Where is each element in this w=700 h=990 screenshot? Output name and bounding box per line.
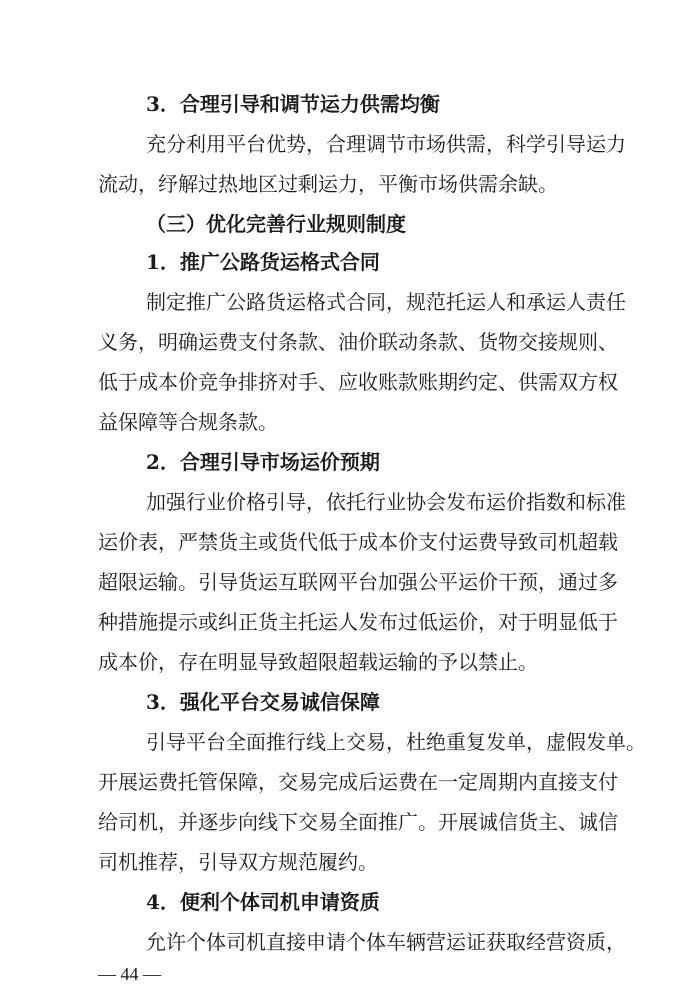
paragraph-line: 给司机，并逐步向线下交易全面推广。开展诚信货主、诚信 [98,810,618,834]
heading-4-driver-qualification: 4．便利个体司机申请资质 [146,890,380,914]
paragraph-line: 开展运费托管保障，交易完成后运费在一定周期内直接支付 [98,770,618,794]
heading-3-integrity: 3．强化平台交易诚信保障 [146,690,380,714]
paragraph-line: 允许个体司机直接申请个体车辆营运证获取经营资质， [146,930,626,954]
paragraph-line: 制定推广公路货运格式合同，规范托运人和承运人责任 [146,290,626,314]
paragraph-line: 种措施提示或纠正货主托运人发布过低运价，对于明显低于 [98,610,618,634]
paragraph-line: 引导平台全面推行线上交易，杜绝重复发单，虚假发单。 [146,730,646,754]
section-heading-3: （三）优化完善行业规则制度 [146,212,406,236]
paragraph-line: 益保障等合规条款。 [98,410,278,434]
paragraph-line: 流动，纾解过热地区过剩运力，平衡市场供需余缺。 [98,172,558,196]
paragraph-line: 充分利用平台优势，合理调节市场供需，科学引导运力 [146,132,626,156]
paragraph-line: 运价表，严禁货主或货代低于成本价支付运费导致司机超载 [98,530,618,554]
paragraph-line: 加强行业价格引导，依托行业协会发布运价指数和标准 [146,490,626,514]
heading-2-price: 2．合理引导市场运价预期 [146,450,380,474]
paragraph-line: 成本价，存在明显导致超限超载运输的予以禁止。 [98,650,538,674]
paragraph-line: 低于成本价竞争排挤对手、应收账款账期约定、供需双方权 [98,370,618,394]
heading-3-supply-balance: 3．合理引导和调节运力供需均衡 [146,92,440,116]
paragraph-line: 超限运输。引导货运互联网平台加强公平运价干预，通过多 [98,570,618,594]
paragraph-line: 司机推荐，引导双方规范履约。 [98,850,378,874]
page-number: — 44 — [98,964,161,984]
heading-1-contract: 1．推广公路货运格式合同 [146,250,380,274]
paragraph-line: 义务，明确运费支付条款、油价联动条款、货物交接规则、 [98,330,618,354]
